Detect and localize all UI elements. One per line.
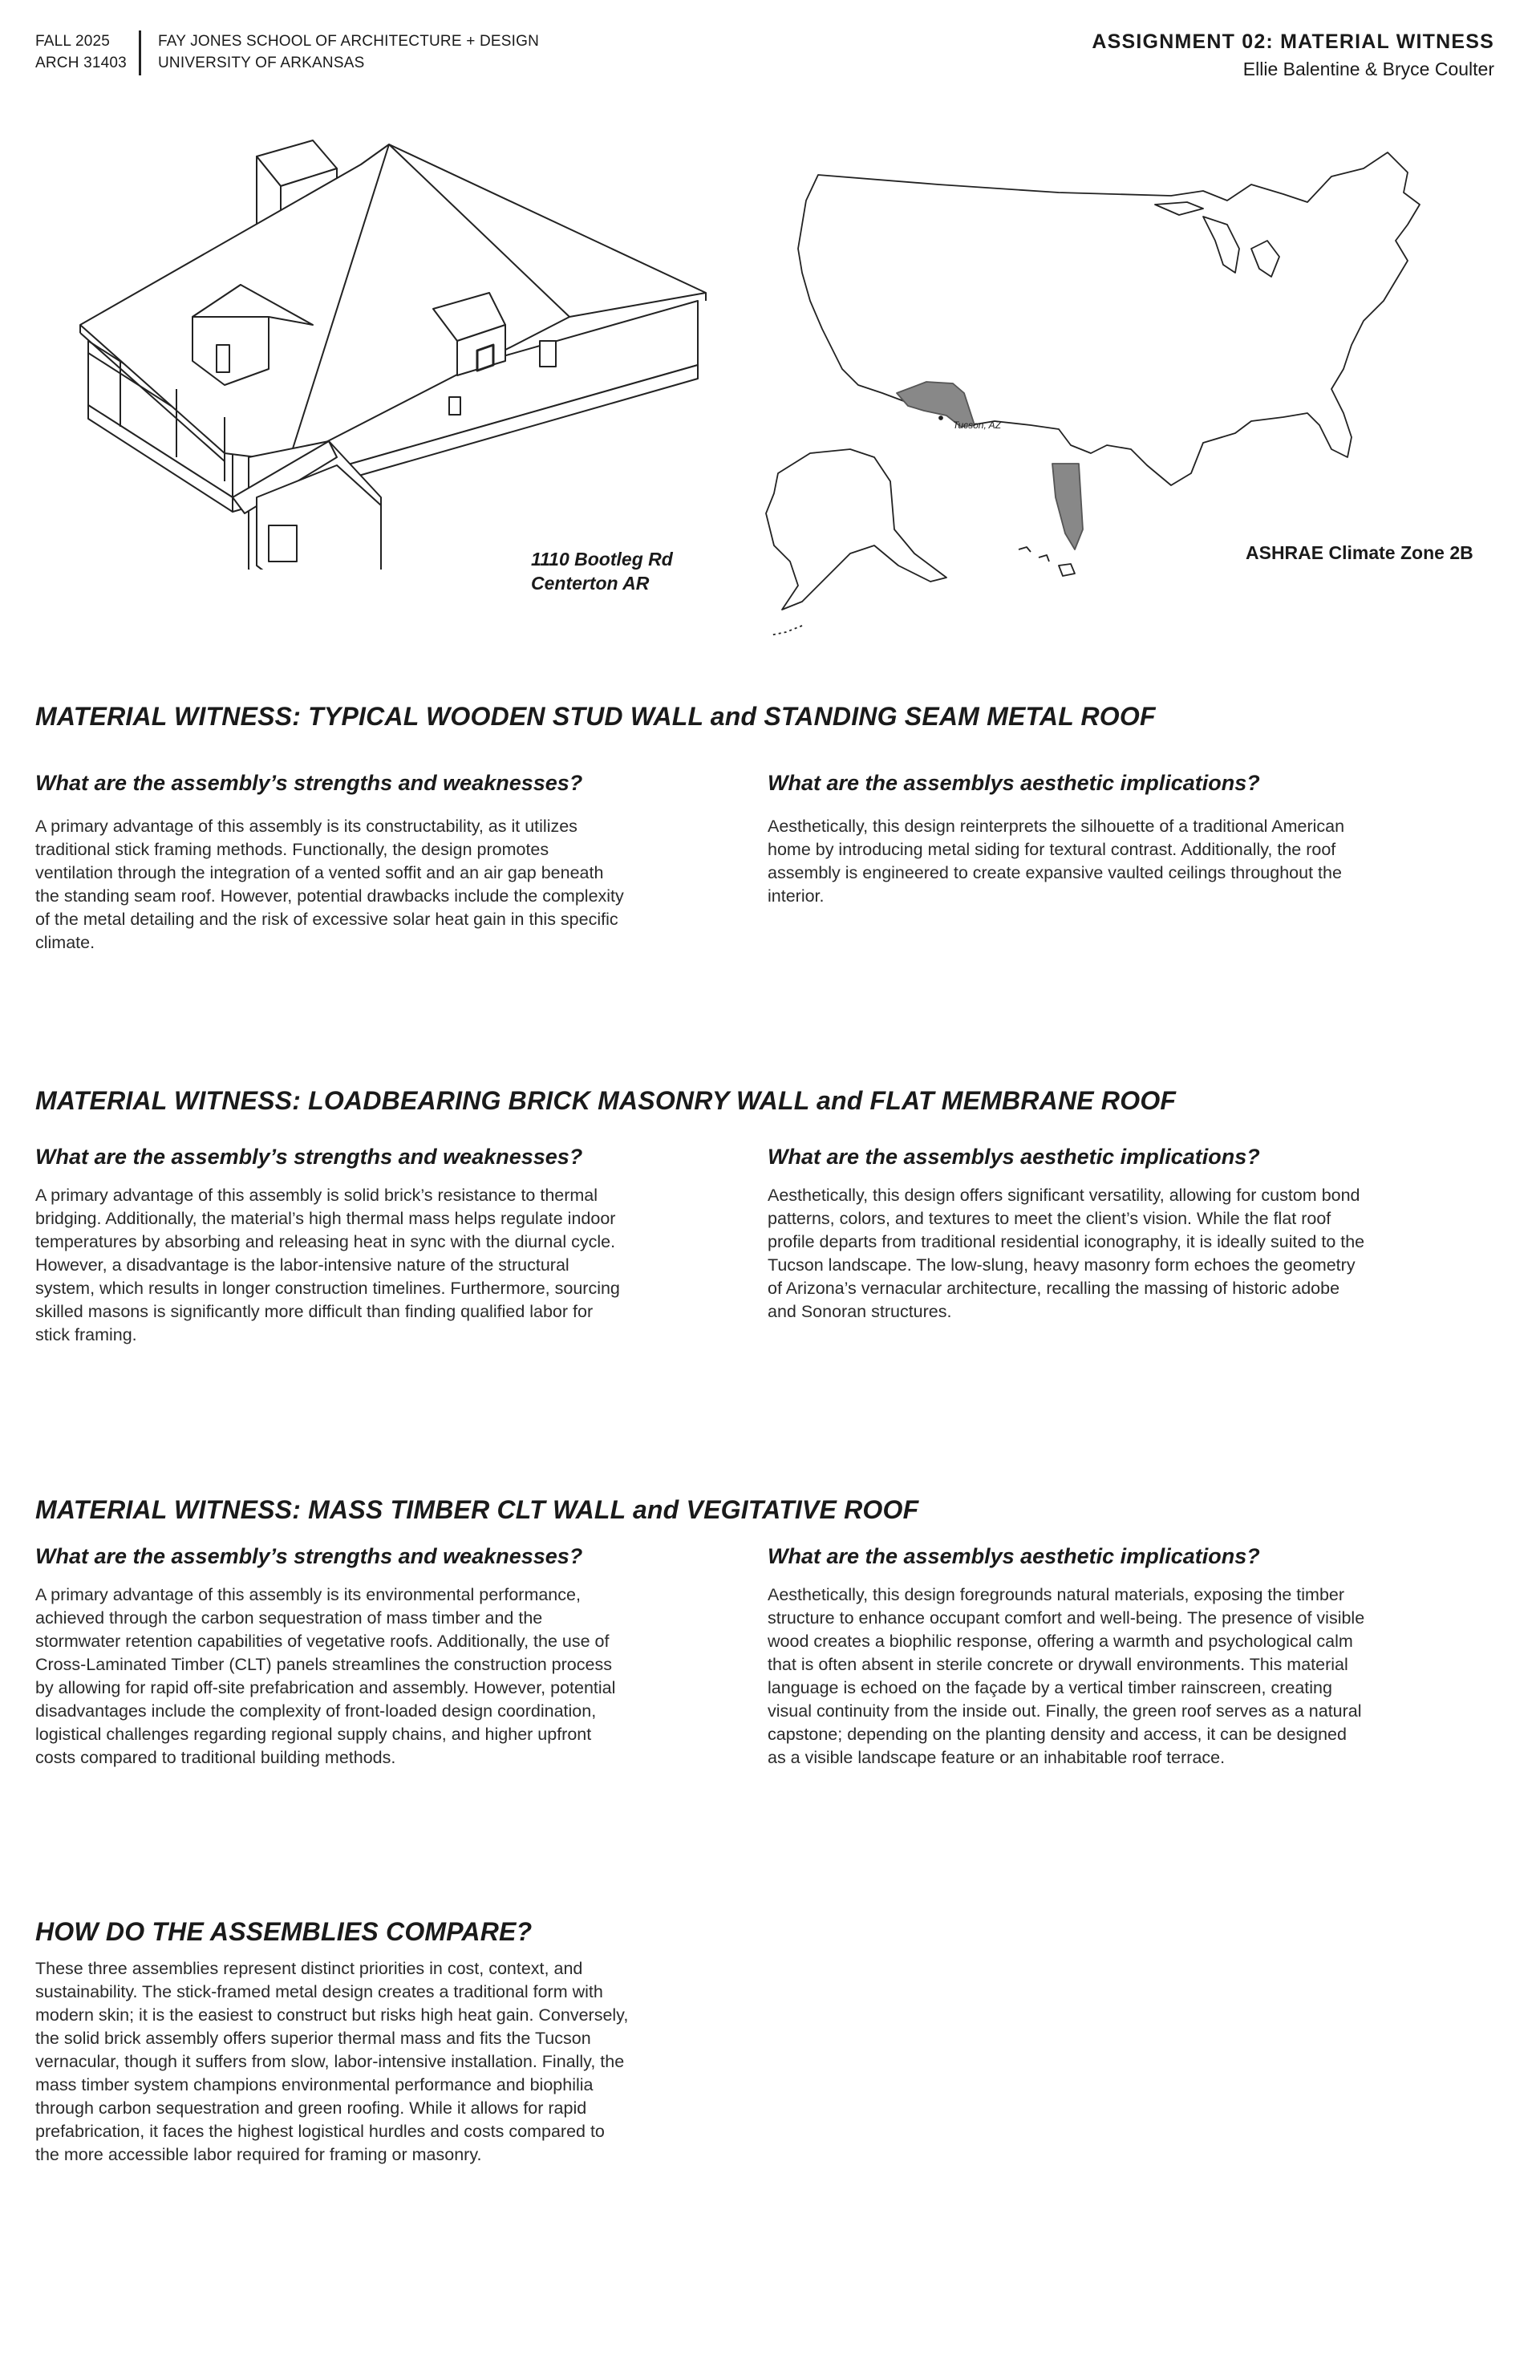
school-info: [158, 30, 539, 74]
section-2-question-aesthetics: What are the assemblys aesthetic implications?: [768, 1145, 1260, 1169]
section-2-answer-aesthetics: Aesthetically, this design offers significant versatility, allowing for custom bond patterns, colors, and textures to meet the client’s vision. While the flat roof profile departs from traditional residential iconography, it is ideally suited to the Tucson landscape. The low-slung, heavy masonry form echoes the geometry of Arizona’s vernacular architecture, recalling the massing of historic adobe and Sonoran structures.: [768, 1186, 1365, 1321]
assignment-info: [1092, 29, 1494, 82]
tucson-label: Tucson, AZ: [953, 420, 1002, 431]
section-1-answer-aesthetics: Aesthetically, this design reinterprets the silhouette of a traditional American home by introducing metal siding for textural contrast. Additionally, the roof assembly is engineered to create expansive vaulted ceilings throughout the interior.: [768, 817, 1345, 906]
us-climate-map: [754, 128, 1508, 642]
section-3-answer-strengths: A primary advantage of this assembly is its environmental performance, achieved through the carbon sequestration of mass timber and the stormwater retention capabilities of vegetative roofs. Additionally, the use of Cross-Laminated Timber (CLT) panels streamlines the construction process by allowing for rapid off-site prefabrication and assembly. However, potential disadvantages include the complexity of front-loaded design coordination, logistical challenges regarding regional supply chains, and higher upfront costs compared to traditional building methods.: [35, 1585, 616, 1767]
authors: Ellie Balentine & Bryce Coulter: [1242, 59, 1494, 79]
school-name: FAY JONES SCHOOL OF ARCHITECTURE + DESIGN: [158, 33, 540, 50]
semester: FALL 2025: [35, 33, 111, 50]
address-line-2: Centerton AR: [531, 573, 650, 594]
section-2-question-strengths: What are the assembly’s strengths and weaknesses?: [35, 1145, 583, 1169]
section-1-title: MATERIAL WITNESS: TYPICAL WOODEN STUD WALL and STANDING SEAM METAL ROOF: [35, 702, 1156, 731]
address-line-1: 1110 Bootleg Rd: [531, 549, 673, 570]
section-2-answer-strengths: A primary advantage of this assembly is solid brick’s resistance to thermal bridging. Additionally, the material’s high thermal mass helps regulate indoor temperatures by absorbing and releasing heat in sync with the diurnal cycle. However, a disadvantage is the labor-intensive nature of the structural system, which results in longer construction timelines. Furthermore, sourcing skilled masons is significantly more difficult than finding qualified labor for stick framing.: [35, 1186, 620, 1344]
course-number: ARCH 31403: [35, 55, 127, 71]
university-name: UNIVERSITY OF ARKANSAS: [158, 55, 365, 71]
house-axonometric-drawing: [72, 120, 730, 570]
climate-zone-label: ASHRAE Climate Zone 2B: [1246, 542, 1473, 563]
compare-title: HOW DO THE ASSEMBLIES COMPARE?: [35, 1917, 533, 1946]
site-address: [531, 547, 673, 595]
section-2-title: MATERIAL WITNESS: LOADBEARING BRICK MASONRY WALL and FLAT MEMBRANE ROOF: [35, 1086, 1177, 1115]
assignment-title: ASSIGNMENT 02: MATERIAL WITNESS: [1092, 30, 1494, 53]
section-3-question-aesthetics: What are the assemblys aesthetic implications?: [768, 1544, 1260, 1568]
section-1-answer-strengths: A primary advantage of this assembly is its constructability, as it utilizes traditional stick framing methods. Functionally, the design promotes ventilation through the integration of a vented soffit and an air gap beneath the standing seam roof. However, potential drawbacks include the complexity of the metal detailing and the risk of excessive solar heat gain in this specific climate.: [35, 817, 624, 952]
section-3-title: MATERIAL WITNESS: MASS TIMBER CLT WALL and VEGITATIVE ROOF: [35, 1495, 919, 1524]
section-1-question-aesthetics: What are the assemblys aesthetic implications?: [768, 771, 1260, 795]
section-1-question-strengths: What are the assembly’s strengths and weaknesses?: [35, 771, 583, 795]
compare-text: These three assemblies represent distinct priorities in cost, context, and sustainability. The stick-framed metal design creates a traditional form with modern skin; it is the easiest to construct but risks high heat gain. Conversely, the solid brick assembly offers superior thermal mass and fits the Tucson vernacular, though it suffers from slow, labor-intensive installation. Finally, the mass timber system champions environmental performance and biophilia through carbon sequestration and green roofing. While it allows for rapid prefabrication, it faces the highest logistical hurdles and costs compared to the more accessible labor required for framing or masonry.: [35, 1959, 629, 2164]
course-info: [35, 30, 127, 74]
section-3-answer-aesthetics: Aesthetically, this design foregrounds natural materials, exposing the timber structure to enhance occupant comfort and well-being. The presence of visible wood creates a biophilic response, offering a warmth and psychological calm that is often absent in sterile concrete or drywall environments. This material language is echoed on the façade by a vertical timber rainscreen, creating visual continuity from the inside out. Finally, the green roof serves as a natural capstone; depending on the planting density and access, it can be designed as a visible landscape feature or an inhabitable roof terrace.: [768, 1585, 1365, 1767]
header-divider: [139, 30, 141, 75]
section-3-question-strengths: What are the assembly’s strengths and weaknesses?: [35, 1544, 583, 1568]
